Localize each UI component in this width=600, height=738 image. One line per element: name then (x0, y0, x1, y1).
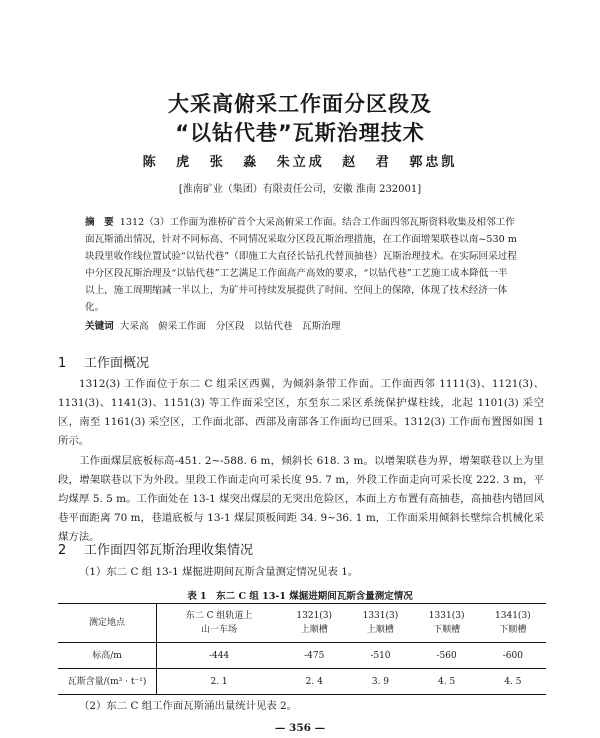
table-row (58, 669, 546, 695)
table-1-header-label: 测定地点 (58, 604, 157, 643)
table-cell: -600 (480, 643, 546, 669)
col-header-line-1: 东二 C 组轨道上 (185, 611, 253, 621)
section-2-number: 2 (58, 543, 67, 558)
table-1-col-header (347, 604, 413, 643)
table-1-col-header (281, 604, 347, 643)
col-header-line-2: 下顺槽 (499, 625, 527, 635)
col-header-line-2: 下顺槽 (433, 625, 461, 635)
col-header-line-1: 1331(3) (362, 611, 399, 621)
keywords (85, 318, 517, 335)
col-header-line-2: 上顺槽 (366, 625, 394, 635)
title-line-1: 大采高俯采工作面分区段及 (168, 92, 432, 116)
table-cell: 3. 9 (347, 669, 413, 695)
table-1-col-header (157, 604, 282, 643)
section-2-item-2: （2）东二 C 组工作面瓦斯涌出量统计见表 2。 (79, 700, 298, 712)
col-header-line-1: 1341(3) (495, 611, 531, 621)
table-cell: 2. 4 (281, 669, 347, 695)
table-cell: 2. 1 (157, 669, 282, 695)
col-header-line-1: 1321(3) (296, 611, 333, 621)
table-1-col-header (480, 604, 546, 643)
section-1-title: 工作面概况 (84, 356, 150, 371)
page-number: — 356 — (274, 722, 326, 734)
keywords-text: 大采高 俯采工作面 分区段 以钻代巷 瓦斯治理 (119, 321, 341, 332)
table-cell: -510 (347, 643, 413, 669)
abstract (85, 214, 517, 316)
table-1-caption: 表 1 东二 C 组 13-1 煤掘进期间瓦斯含量测定情况 (187, 591, 413, 602)
table-cell: -475 (281, 643, 347, 669)
abstract-label: 摘 要 (85, 217, 114, 228)
section-1-heading (58, 352, 149, 371)
table-1-header-row (58, 604, 546, 643)
abstract-text: 1312（3）工作面为淮桥矿首个大采高俯采工作面。结合工作面四邻瓦斯资料收集及相邻工作面瓦斯涌出情况，针对不同标高、不同情况采取分区段瓦斯治理措施，在工作面增架联巷以南~530 m块段里收作线位置试验“以钻代巷”（即施工大直径长钻孔代替顶抽巷）瓦斯治理技术。在实际回采过程中分区段瓦斯治理及“以钻代巷”工艺满足工作面高产高效的要求，“以钻代巷”工艺施工成本降低一半以上，施工周期缩减一半以上，为矿井可持续发展提供了时间、空间上的保障，体现了技术经济一体化。 (85, 217, 517, 313)
table-cell: 4. 5 (480, 669, 546, 695)
table-1 (58, 603, 546, 695)
table-row-label: 瓦斯含量/(m³ · t⁻¹) (58, 669, 157, 695)
table-cell: -444 (157, 643, 282, 669)
table-1-col-header (414, 604, 480, 643)
col-header-line-1: 1331(3) (428, 611, 465, 621)
table-cell: -560 (414, 643, 480, 669)
section-1-para-1: 1312(3) 工作面位于东二 C 组采区西翼，为倾斜条带工作面。工作面西邻 1111(3)、1121(3)、1131(3)、1141(3)、1151(3) 等工作面采空区，东至东二采区系统保护煤柱线，北起 1101(3) 采空区，南至 1161(3) 采空区，工作面北部、西部及南部各工作面均已回采。1312(3) 工作面布置图如图 1 所示。 (58, 378, 544, 447)
section-2-heading (58, 539, 253, 558)
col-header-line-2: 上顺槽 (300, 625, 328, 635)
section-2-title: 工作面四邻瓦斯治理收集情况 (84, 543, 254, 558)
table-row-label: 标高/m (58, 643, 157, 669)
table-cell: 4. 5 (414, 669, 480, 695)
section-1-number: 1 (58, 356, 67, 371)
authors: 陈 虎 张 淼 朱立成 赵 君 郭忠凯 (142, 155, 458, 170)
col-header-line-2: 山一车场 (201, 625, 238, 635)
keywords-label: 关键词 (85, 321, 114, 332)
table-row (58, 643, 546, 669)
section-1-para-2: 工作面煤层底板标高-451. 2~-588. 6 m，倾斜长 618. 3 m。以增架联巷为界，增架联巷以上为里段，增架联巷以下为外段。里段工作面走向可采长度 95. 7 m，外段工作面走向可采长度 222. 3 m，平均煤厚 5. 5 m。工作面处在 13-1 煤突出煤层的无突出危险区，本面上方布置有高抽巷，高抽巷内错回风巷平面距离 70 m，巷道底板与 13-1 煤层顶板间距 34. 9~36. 1 m，工作面采用倾斜长壁综合机械化采煤方法。 (58, 455, 544, 543)
title-line-2: “以钻代巷”瓦斯治理技术 (175, 121, 425, 145)
affiliation: [淮南矿业（集团）有限责任公司，安徽 淮南 232001] (178, 184, 422, 195)
section-2-item-1: （1）东二 C 组 13-1 煤掘进期间瓦斯含量测定情况见表 1。 (79, 566, 359, 578)
